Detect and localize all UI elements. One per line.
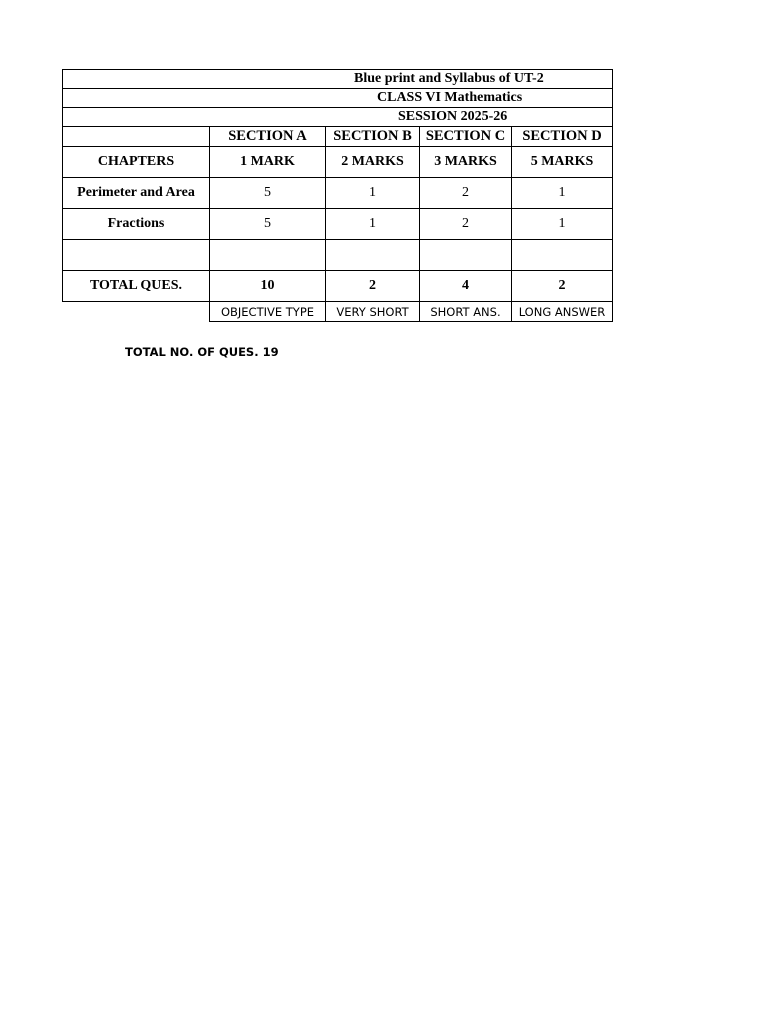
class-title: CLASS VI Mathematics bbox=[63, 89, 613, 108]
marks-c: 3 MARKS bbox=[420, 147, 512, 178]
chapters-header: CHAPTERS bbox=[63, 147, 210, 178]
row-value: 1 bbox=[326, 209, 420, 240]
empty-cell bbox=[326, 240, 420, 271]
blueprint-title: Blue print and Syllabus of UT-2 bbox=[63, 70, 613, 89]
table-row bbox=[63, 209, 613, 240]
total-row bbox=[63, 271, 613, 302]
section-c-header: SECTION C bbox=[420, 127, 512, 147]
row-value: 1 bbox=[512, 178, 613, 209]
question-type-row bbox=[63, 302, 613, 322]
table-row bbox=[63, 178, 613, 209]
chapter-name: Perimeter and Area bbox=[63, 178, 210, 209]
marks-b: 2 MARKS bbox=[326, 147, 420, 178]
total-label: TOTAL QUES. bbox=[63, 271, 210, 302]
title-row-3 bbox=[63, 108, 613, 127]
row-value: 2 bbox=[420, 209, 512, 240]
row-value: 1 bbox=[512, 209, 613, 240]
question-type: OBJECTIVE TYPE bbox=[210, 302, 326, 322]
total-questions-note: TOTAL NO. OF QUES. 19 bbox=[125, 345, 279, 359]
row-value: 1 bbox=[326, 178, 420, 209]
empty-cell bbox=[63, 302, 210, 322]
empty-cell bbox=[210, 240, 326, 271]
chapter-name: Fractions bbox=[63, 209, 210, 240]
row-value: 2 bbox=[420, 178, 512, 209]
section-a-header: SECTION A bbox=[210, 127, 326, 147]
total-value: 4 bbox=[420, 271, 512, 302]
total-value: 2 bbox=[326, 271, 420, 302]
question-type: VERY SHORT bbox=[326, 302, 420, 322]
blueprint-sheet bbox=[62, 69, 612, 322]
empty-cell bbox=[63, 127, 210, 147]
marks-header-row bbox=[63, 147, 613, 178]
blueprint-table bbox=[62, 69, 613, 322]
session-title: SESSION 2025-26 bbox=[63, 108, 613, 127]
empty-cell bbox=[420, 240, 512, 271]
empty-cell bbox=[512, 240, 613, 271]
row-value: 5 bbox=[210, 209, 326, 240]
question-type: SHORT ANS. bbox=[420, 302, 512, 322]
empty-cell bbox=[63, 240, 210, 271]
section-header-row bbox=[63, 127, 613, 147]
section-d-header: SECTION D bbox=[512, 127, 613, 147]
title-row-2 bbox=[63, 89, 613, 108]
empty-row bbox=[63, 240, 613, 271]
marks-d: 5 MARKS bbox=[512, 147, 613, 178]
section-b-header: SECTION B bbox=[326, 127, 420, 147]
total-value: 2 bbox=[512, 271, 613, 302]
marks-a: 1 MARK bbox=[210, 147, 326, 178]
row-value: 5 bbox=[210, 178, 326, 209]
question-type: LONG ANSWER bbox=[512, 302, 613, 322]
title-row-1 bbox=[63, 70, 613, 89]
total-value: 10 bbox=[210, 271, 326, 302]
